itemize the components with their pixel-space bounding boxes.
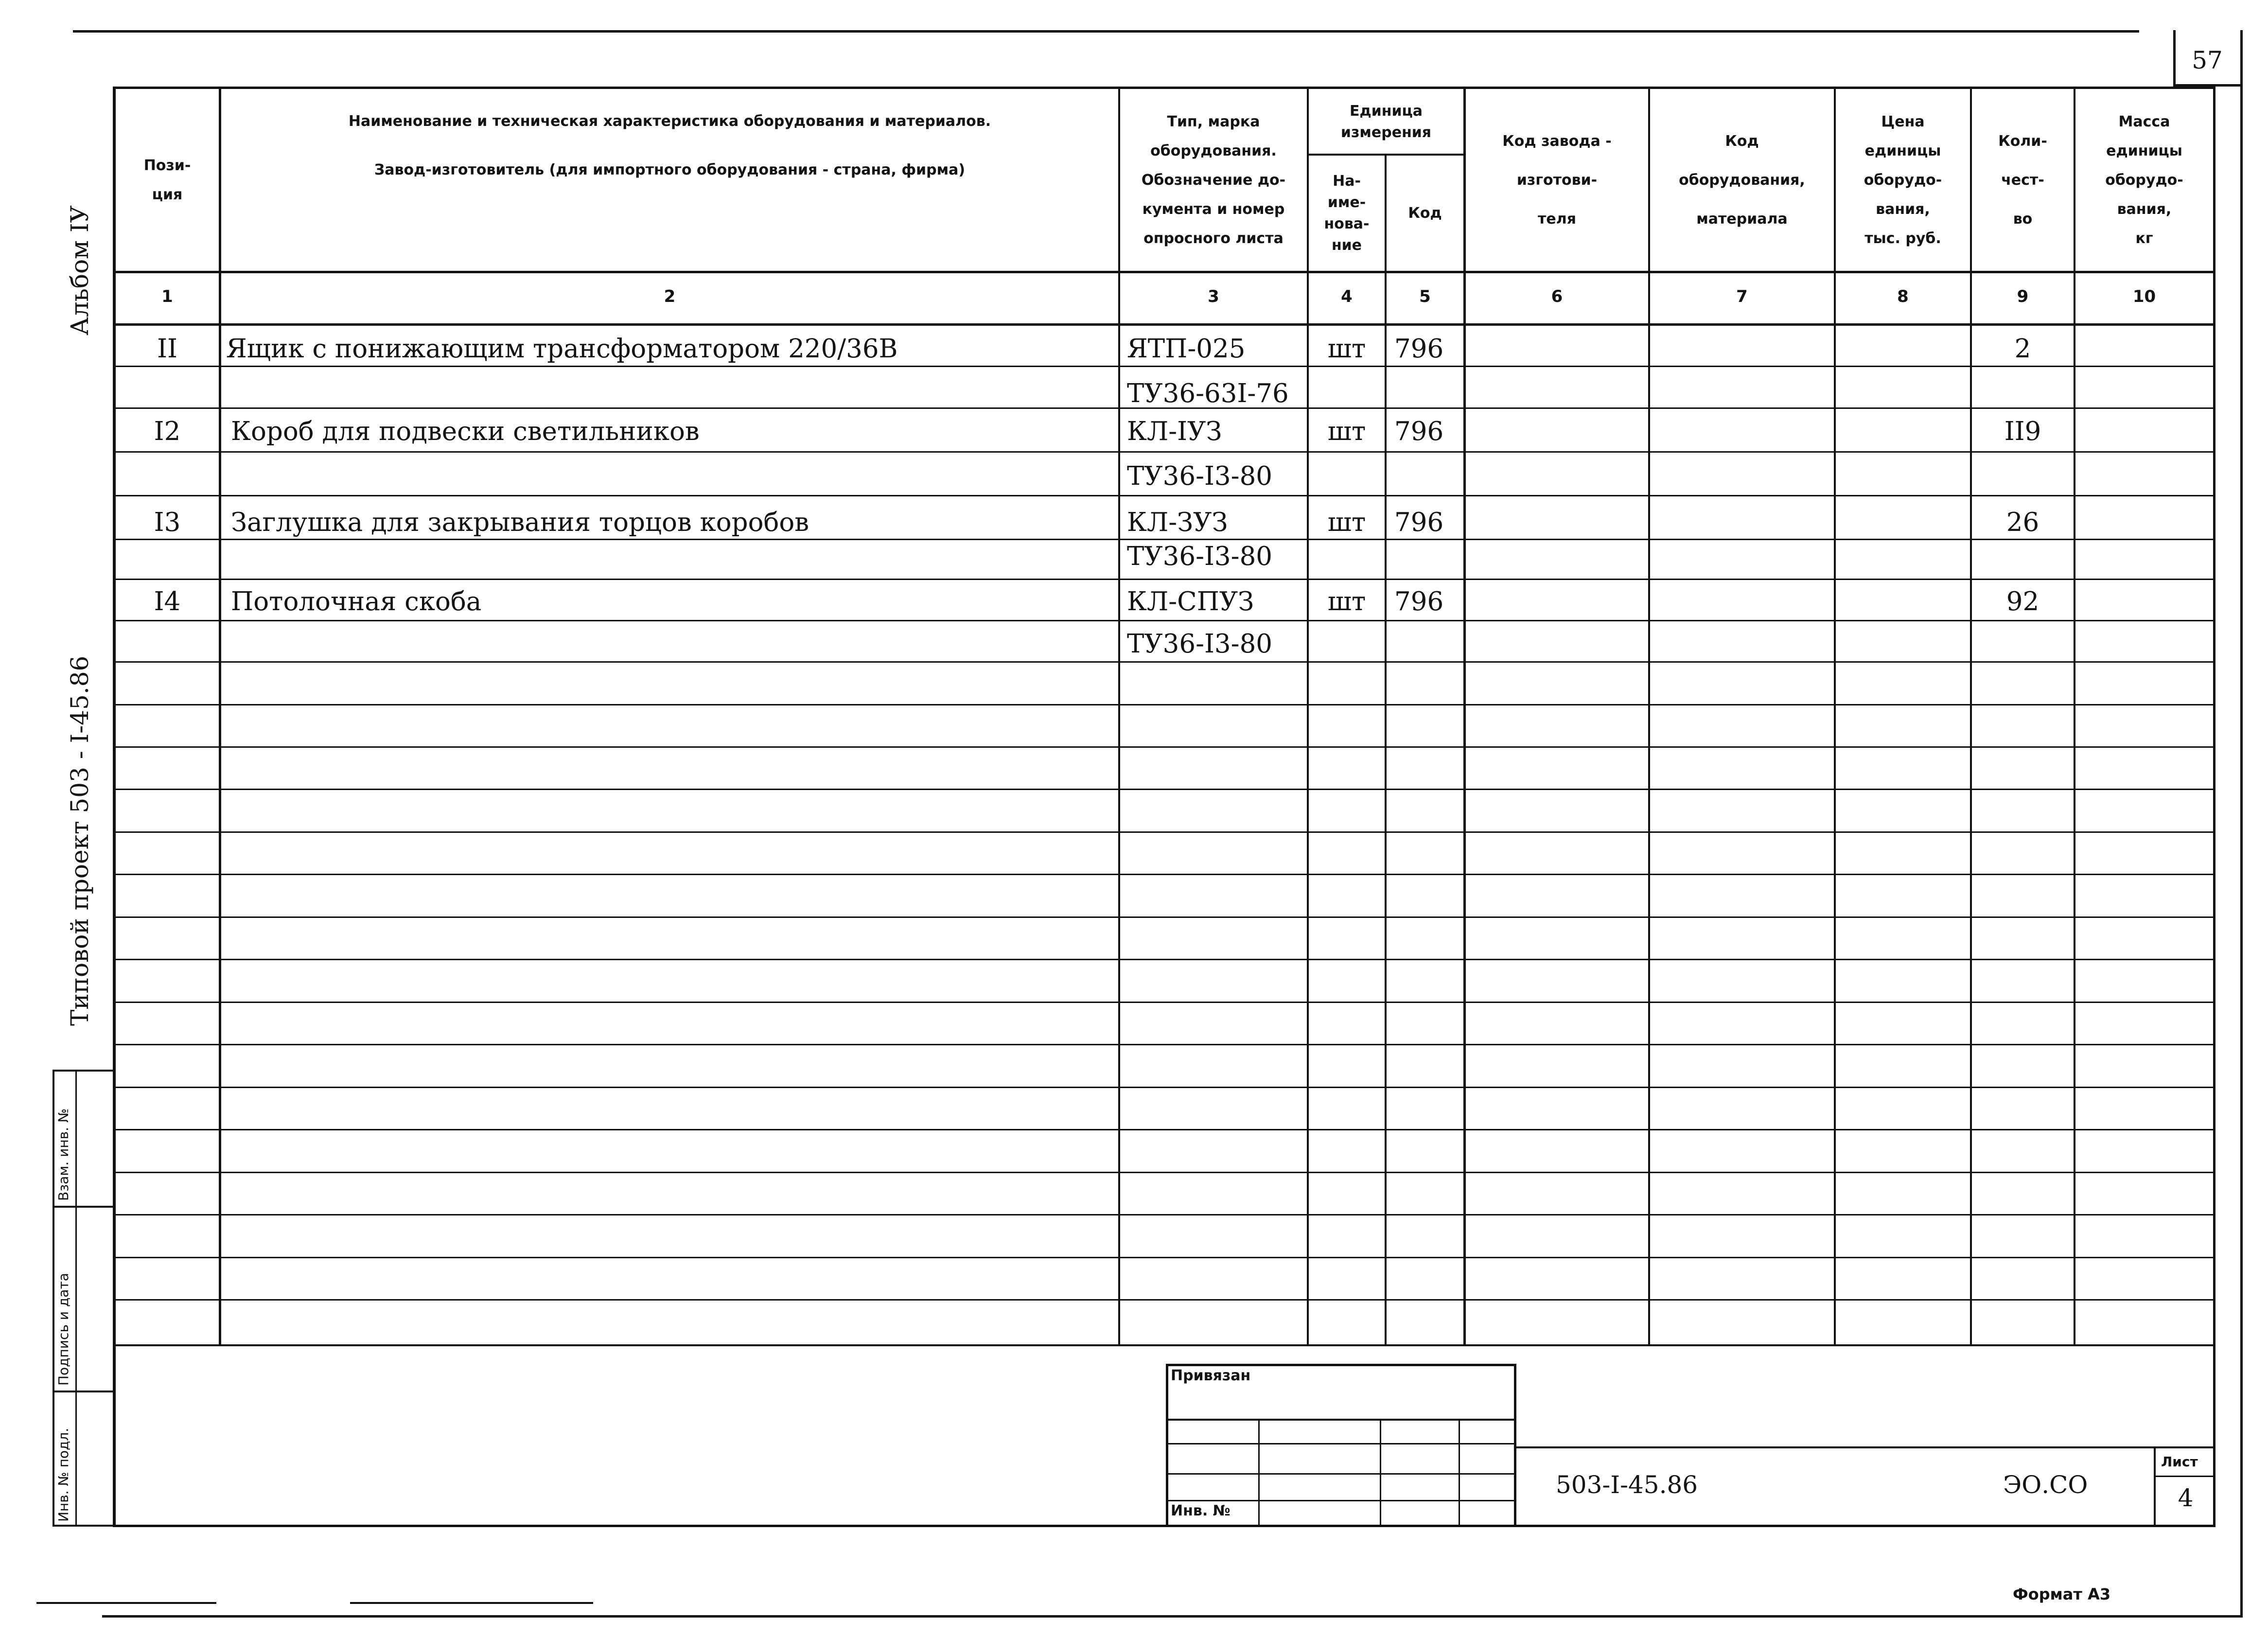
row-type: КЛ-ЗУЗ [1127, 508, 1228, 537]
row-code: 796 [1394, 508, 1444, 537]
col-line-4 [1385, 154, 1387, 1346]
colnum-6: 6 [1551, 287, 1563, 306]
colnum-bottom-line [113, 323, 2215, 326]
row-unit: шт [1327, 587, 1366, 616]
col-line-3 [1307, 87, 1309, 1346]
row-name: Короб для подвески светильников [231, 417, 700, 446]
header-type: Тип, марка оборудования. Обозначение до- кумента и номер опросного листа [1141, 113, 1286, 247]
table-right-border [2213, 87, 2215, 1527]
col-line-8 [1970, 87, 1972, 1346]
album-label: Альбом IУ [66, 205, 94, 335]
header-unit-name: На- име- нова- ние [1324, 172, 1370, 254]
colnum-8: 8 [1897, 287, 1909, 306]
row-qty: II9 [2004, 417, 2041, 446]
format-label: Формат А3 [2013, 1585, 2111, 1603]
project-label: Типовой проект 503 - I-45.86 [66, 655, 94, 1026]
strip-bottom [53, 1525, 114, 1527]
header-unit-group: Единица измерения [1340, 102, 1432, 141]
bottom-rule-left [36, 1602, 216, 1604]
row-position: I3 [154, 508, 181, 537]
header-unit-code: Код [1408, 204, 1442, 222]
row-unit: шт [1327, 417, 1366, 446]
page-number-box-left [2173, 30, 2176, 86]
header-equipment-code: Код оборудования, материала [1679, 133, 1805, 228]
row-qty: 26 [2006, 508, 2039, 537]
row-position: I4 [154, 587, 181, 616]
col-line-1 [219, 87, 221, 1346]
bottom-rule-mid [350, 1602, 593, 1604]
strip-left [53, 1070, 54, 1527]
row-type: КЛ-СПУЗ [1127, 587, 1254, 616]
row-doc: ТУ36-63I-76 [1127, 379, 1289, 408]
row-name: Ящик с понижающим трансформатором 220/36В [226, 334, 898, 364]
row-doc: ТУ36-I3-80 [1127, 542, 1273, 571]
col-line-9 [2074, 87, 2075, 1346]
header-mass: Масса единицы оборудо- вания, кг [2105, 113, 2183, 247]
podpis-label: Подпись и дата [55, 1273, 71, 1386]
header-bottom-line [113, 271, 2215, 273]
col-line-7 [1834, 87, 1836, 1346]
header-price: Цена единицы оборудо- вания, тыс. руб. [1864, 113, 1942, 247]
colnum-3: 3 [1208, 287, 1219, 306]
row-doc: ТУ36-I3-80 [1127, 461, 1273, 491]
row-unit: шт [1327, 334, 1366, 364]
right-outer-border [2240, 30, 2243, 1618]
row-position: I2 [154, 417, 181, 446]
header-quantity: Коли- чест- во [1998, 133, 2047, 228]
colnum-4: 4 [1341, 287, 1353, 306]
row-position: II [157, 334, 177, 364]
row-code: 796 [1394, 587, 1444, 616]
strip-mid [75, 1070, 77, 1527]
row-qty: 92 [2006, 587, 2039, 616]
row-code: 796 [1394, 334, 1444, 364]
vzam-label: Взам. инв. № [55, 1108, 71, 1201]
row-qty: 2 [2014, 334, 2031, 364]
top-rule [73, 30, 2139, 33]
row-name: Заглушка для закрывания торцов коробов [231, 508, 809, 537]
bottom-outer-border [102, 1615, 2241, 1618]
strip-div-1 [53, 1206, 114, 1208]
sheet-number: 4 [2178, 1484, 2194, 1512]
col-line-6 [1648, 87, 1650, 1346]
table-top-border [113, 87, 2215, 89]
row-code: 796 [1394, 417, 1444, 446]
strip-top [53, 1070, 114, 1072]
colnum-5: 5 [1419, 287, 1431, 306]
privyazan-label: Привязан [1171, 1367, 1251, 1384]
row-type: КЛ-IУЗ [1127, 417, 1222, 446]
header-name: Наименование и техническая характеристика оборудования и материалов. Завод-изготовитель (для импортного оборудования - страна, фирма) [348, 113, 991, 178]
colnum-1: 1 [161, 287, 173, 306]
table-bottom-border [113, 1525, 2215, 1527]
inv-no-label: Инв. № [1171, 1502, 1231, 1519]
colnum-9: 9 [2017, 287, 2029, 306]
header-position: Пози- ция [143, 157, 191, 203]
colnum-2: 2 [664, 287, 676, 306]
strip-div-2 [53, 1391, 114, 1392]
row-doc: ТУ36-I3-80 [1127, 629, 1273, 659]
page-number: 57 [2192, 46, 2223, 74]
section-code: ЭО.СО [2003, 1471, 2088, 1499]
colnum-10: 10 [2132, 287, 2156, 306]
row-type: ЯТП-025 [1127, 334, 1246, 364]
row-name: Потолочная скоба [231, 587, 482, 616]
header-plant-code: Код завода - изготови- теля [1502, 133, 1612, 228]
col-line-5 [1463, 87, 1466, 1346]
colnum-7: 7 [1736, 287, 1748, 306]
document-code: 503-I-45.86 [1556, 1471, 1698, 1499]
col-line-2 [1118, 87, 1120, 1346]
row-unit: шт [1327, 508, 1366, 537]
sheet-label: Лист [2161, 1454, 2198, 1470]
inv-label: Инв. № подл. [55, 1427, 71, 1522]
